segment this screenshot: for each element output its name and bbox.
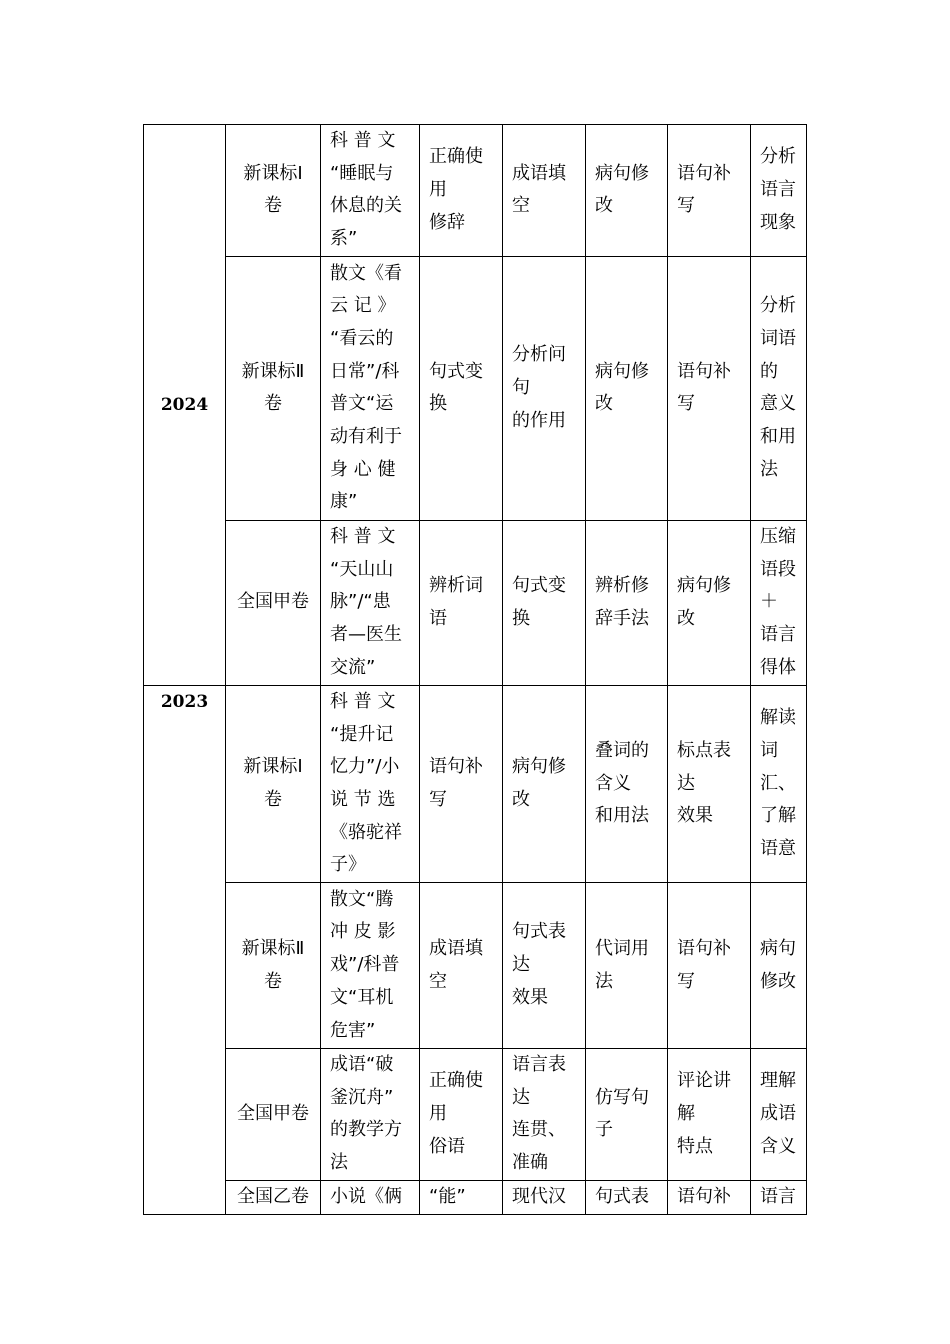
question-cell: 压缩 语段 ＋ 语言 得体 xyxy=(751,520,807,685)
question-cell: 解读 词 汇、 了解 语意 xyxy=(751,685,807,882)
question-cell: 病句修 改 xyxy=(586,125,668,257)
material-cell: 小说《俩 xyxy=(321,1180,420,1214)
question-cell: 评论讲 解 特点 xyxy=(668,1049,751,1181)
question-cell: 语言 xyxy=(751,1180,807,1214)
question-cell: 成语填 空 xyxy=(420,883,503,1049)
question-cell: 病句 修改 xyxy=(751,883,807,1049)
question-cell: 语言表 达 连贯、 准确 xyxy=(503,1049,586,1181)
material-cell: 散文《看 云 记 》 “看云的 日常”/科 普文“运 动有利于 身 心 健 康” xyxy=(321,256,420,520)
question-cell: 句式表 xyxy=(586,1180,668,1214)
question-cell: 句式变 换 xyxy=(420,256,503,520)
question-cell: 正确使 用 修辞 xyxy=(420,125,503,257)
year-cell: 2024 xyxy=(144,125,226,686)
question-cell: 辨析修 辞手法 xyxy=(586,520,668,685)
question-cell: 标点表 达 效果 xyxy=(668,685,751,882)
question-cell: 现代汉 xyxy=(503,1180,586,1214)
question-cell: “能” xyxy=(420,1180,503,1214)
material-cell: 科 普 文 “天山山 脉”/“患 者—医生 交流” xyxy=(321,520,420,685)
material-cell: 科 普 文 “提升记 忆力”/小 说 节 选 《骆驼祥 子》 xyxy=(321,685,420,882)
material-cell: 成语“破 釜沉舟” 的教学方 法 xyxy=(321,1049,420,1181)
volume-cell: 全国甲卷 xyxy=(226,520,321,685)
volume-cell: 新课标Ⅱ 卷 xyxy=(226,883,321,1049)
question-cell: 语句补 xyxy=(668,1180,751,1214)
question-cell: 代词用 法 xyxy=(586,883,668,1049)
question-cell: 分析问 句 的作用 xyxy=(503,256,586,520)
volume-cell: 新课标Ⅰ 卷 xyxy=(226,125,321,257)
question-cell: 语句补 写 xyxy=(668,125,751,257)
question-cell: 辨析词 语 xyxy=(420,520,503,685)
question-cell: 成语填 空 xyxy=(503,125,586,257)
exam-summary-table xyxy=(143,124,807,1215)
material-cell: 科 普 文 “睡眠与 休息的关 系” xyxy=(321,125,420,257)
table-row xyxy=(144,520,807,685)
question-cell: 理解 成语 含义 xyxy=(751,1049,807,1181)
question-cell: 句式表 达 效果 xyxy=(503,883,586,1049)
question-cell: 仿写句 子 xyxy=(586,1049,668,1181)
question-cell: 病句修 改 xyxy=(586,256,668,520)
volume-cell: 新课标Ⅱ 卷 xyxy=(226,256,321,520)
volume-cell: 全国乙卷 xyxy=(226,1180,321,1214)
question-cell: 句式变 换 xyxy=(503,520,586,685)
question-cell: 语句补 写 xyxy=(668,883,751,1049)
volume-cell: 新课标Ⅰ 卷 xyxy=(226,685,321,882)
table-row xyxy=(144,125,807,257)
table-row xyxy=(144,883,807,1049)
question-cell: 语句补 写 xyxy=(420,685,503,882)
question-cell: 语句补 写 xyxy=(668,256,751,520)
table-row xyxy=(144,685,807,882)
volume-cell: 全国甲卷 xyxy=(226,1049,321,1181)
question-cell: 分析 语言 现象 xyxy=(751,125,807,257)
question-cell: 分析 词语 的 意义 和用 法 xyxy=(751,256,807,520)
table-row xyxy=(144,256,807,520)
question-cell: 正确使 用 俗语 xyxy=(420,1049,503,1181)
table-row xyxy=(144,1049,807,1181)
question-cell: 病句修 改 xyxy=(668,520,751,685)
question-cell: 病句修 改 xyxy=(503,685,586,882)
table-row xyxy=(144,1180,807,1214)
material-cell: 散文“腾 冲 皮 影 戏”/科普 文“耳机 危害” xyxy=(321,883,420,1049)
year-cell: 2023 xyxy=(144,685,226,1214)
question-cell: 叠词的 含义 和用法 xyxy=(586,685,668,882)
